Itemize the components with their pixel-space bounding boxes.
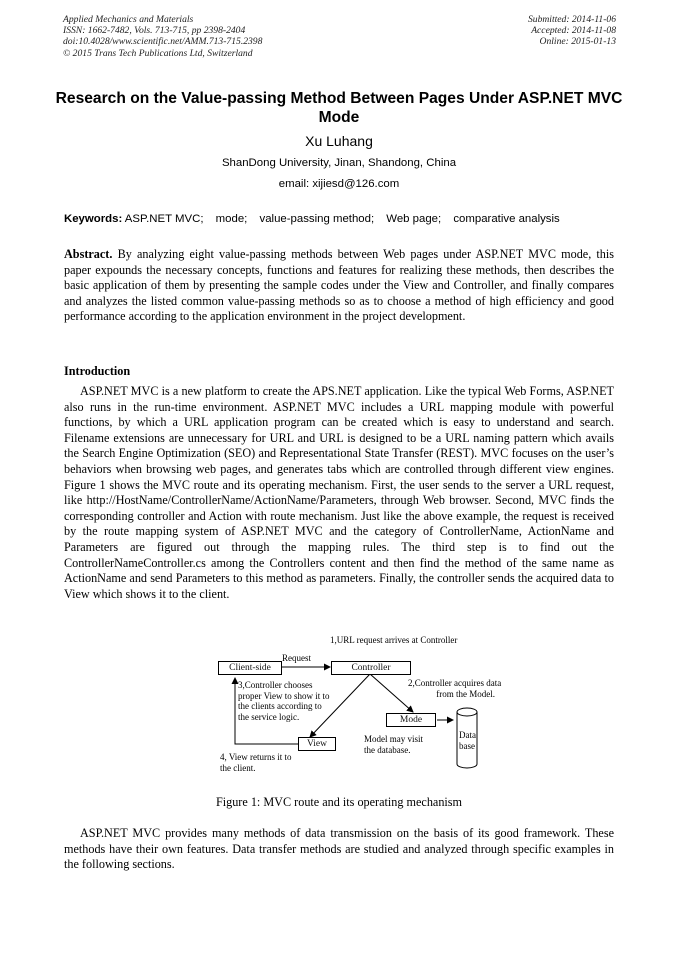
section-heading-introduction: Introduction bbox=[64, 364, 131, 378]
step4-label bbox=[220, 752, 292, 773]
keyword-item: value-passing method; bbox=[259, 213, 375, 225]
model-note-line: the database. bbox=[364, 744, 411, 755]
keyword-item: ASP.NET MVC; bbox=[124, 213, 204, 225]
accepted-date: Accepted: 2014-11-08 bbox=[531, 25, 616, 37]
keyword-item: Web page; bbox=[386, 213, 442, 225]
abstract bbox=[64, 247, 614, 325]
author-name: Xu Luhang bbox=[305, 133, 373, 149]
journal-header-left bbox=[63, 14, 262, 59]
step3-label bbox=[238, 680, 330, 722]
request-label: Request bbox=[282, 653, 311, 663]
model-note-line: Model may visit bbox=[364, 734, 423, 744]
mvc-diagram bbox=[210, 632, 500, 782]
step4-line: 4, View returns it to bbox=[220, 752, 292, 762]
issn-line: ISSN: 1662-7482, Vols. 713-715, pp 2398-2404 bbox=[63, 25, 246, 37]
step3-line: proper View to show it to bbox=[238, 690, 330, 701]
journal-header-right bbox=[528, 14, 616, 48]
keyword-item: mode; bbox=[215, 213, 248, 225]
database-line: base bbox=[459, 740, 475, 751]
paper-title: Research on the Value-passing Method Between Pages Under ASP.NET MVC Mode bbox=[55, 90, 623, 126]
author-email: email: xijiesd@126.com bbox=[278, 178, 400, 190]
author-affiliation: ShanDong University, Jinan, Shandong, China bbox=[221, 157, 457, 169]
controller-model-arrow bbox=[370, 674, 413, 712]
model-node: Mode bbox=[386, 713, 436, 727]
closing-paragraph: ASP.NET MVC provides many methods of data transmission on the basis of its good framework. These methods have their own features. Data transfer methods are studied and analyzed through specific examples in the following sections. bbox=[64, 826, 614, 872]
step1-label: 1,URL request arrives at Controller bbox=[330, 635, 458, 645]
step3-line: the clients according to bbox=[238, 701, 322, 711]
introduction-paragraph: ASP.NET MVC is a new platform to create the APS.NET application. Like the typical Web Forms, ASP.NET also runs in the run-time environment. ASP.NET MVC includes a URL mapping module with powerful functions, by which a URL application program can be created which is easy to understand and search. Filename extensions are unnecessary for URL and URL is designed to be a URL naming pattern which avails the Search Engine Optimization (SEO) and Representational State Transfer (REST). MVC focuses on the user’s behaviors when browsing web pages, and generates tabs which are controlled through different view engines. Figure 1 shows the MVC route and its operating mechanism. First, the user sends to the server a URL request, like http://HostName/ControllerName/ActionName/Parameters, through Web browser. Second, MVC finds the corresponding controller and Action with route mechanism. Just like the above example, the request is received by the route mapping system of ASP.NET MVC and the category of ControllerName, ActionName and Parameters are figured out through the mapping rules. The third step is to find out the ControllerNameController.cs among the Controllers content and then find the method of the same name as ActionName and send Parameters to this method as parameters. Finally, the controller sends the acquired data to View which shows it to the client. bbox=[64, 384, 614, 601]
online-date: Online: 2015-01-13 bbox=[539, 36, 616, 48]
database-label bbox=[459, 730, 476, 751]
keyword-item: comparative analysis bbox=[453, 213, 560, 225]
journal-name: Applied Mechanics and Materials bbox=[63, 14, 194, 25]
keywords-label: Keywords: bbox=[64, 213, 123, 225]
doi-line: doi:10.4028/www.scientific.net/AMM.713-715.2398 bbox=[63, 36, 263, 48]
submitted-date: Submitted: 2014-11-06 bbox=[527, 14, 616, 25]
step2-line: 2,Controller acquires data bbox=[408, 678, 502, 688]
database-line: Data bbox=[459, 730, 476, 740]
step2-label bbox=[408, 678, 501, 699]
view-node: View bbox=[298, 737, 336, 751]
model-note bbox=[364, 734, 423, 755]
keywords-line bbox=[64, 213, 569, 225]
figure-caption: Figure 1: MVC route and its operating mechanism bbox=[215, 795, 463, 809]
step3-line: the service logic. bbox=[238, 711, 300, 722]
step4-line: the client. bbox=[220, 762, 256, 773]
controller-node: Controller bbox=[331, 661, 411, 675]
client-side-node: Client-side bbox=[218, 661, 282, 675]
abstract-text: By analyzing eight value-passing methods between Web pages under ASP.NET MVC mode, this paper expounds the necessary concepts, functions and features for realizing these methods, then describes the basic application of them by presenting the sample codes under the View and Controller, and finally compares and analyzes the listed common value-passing methods so as to choose a method of high efficiency and good performance according to the application environment in the project development. bbox=[64, 247, 615, 324]
abstract-label: Abstract. bbox=[64, 247, 113, 261]
step2-line: from the Model. bbox=[436, 688, 495, 699]
step3-line: 3,Controller chooses bbox=[238, 680, 313, 690]
copyright-line: © 2015 Trans Tech Publications Ltd, Switzerland bbox=[63, 47, 253, 59]
